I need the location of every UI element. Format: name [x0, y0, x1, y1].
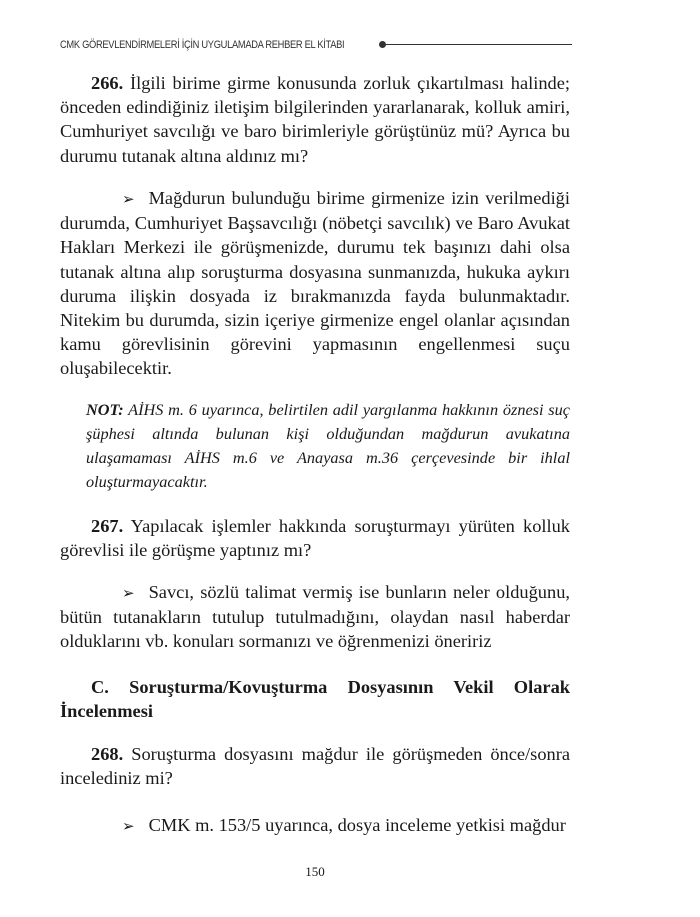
question-number: 267. [91, 516, 124, 536]
note-text: AİHS m. 6 uyarınca, belirtilen adil yargılanma hakkının öznesi suç şüphesi altında bulunan kişi olduğundan mağdurun avukatına ulaşamaması AİHS m.6 ve Anayasa m.36 çerçevesinde bir ihlal oluşturmayacaktır. [86, 400, 570, 491]
section-title: C. Soruşturma/Kovuşturma Dosyasının Vekil Olarak İncelenmesi [60, 677, 570, 722]
answer-text: Savcı, sözlü talimat vermiş ise bunların neler olduğunu, bütün tutanakların tutulup tutulmadığını, olaydan nasıl haberdar olduklarını vb. konuları sormanızı ve öğrenmenizi öneririz [60, 582, 570, 652]
note-box [86, 398, 570, 494]
answer-266 [60, 186, 570, 381]
page-number: 150 [305, 864, 325, 879]
question-number: 266. [91, 73, 124, 93]
question-266 [60, 71, 570, 168]
arrow-bullet-icon: ➢ [122, 190, 135, 208]
arrow-bullet-icon: ➢ [122, 817, 135, 835]
arrow-bullet-icon: ➢ [122, 584, 135, 602]
question-text: İlgili birime girme konusunda zorluk çıkartılması halinde; önceden edindiğiniz iletişim bilgilerinden yararlanarak, kolluk amiri, Cumhuriyet savcılığı ve baro birimleriyle görüştünüz mü? Ayrıca bu durumu tutanak altına aldınız mı? [60, 73, 570, 166]
question-text: Soruşturma dosyasını mağdur ile görüşmeden önce/sonra incelediniz mi? [60, 744, 570, 789]
question-268 [60, 742, 570, 790]
question-267 [60, 514, 570, 562]
answer-267 [60, 580, 570, 654]
running-header-title: CMK GÖREVLENDİRMELERİ İÇİN UYGULAMADA REHBER EL KİTABI [60, 39, 345, 51]
question-text: Yapılacak işlemler hakkında soruşturmayı yürüten kolluk görevlisi ile görüşme yaptınız mı? [60, 516, 570, 561]
running-header [60, 37, 572, 53]
section-c-heading [60, 675, 570, 723]
answer-text: CMK m. 153/5 uyarınca, dosya inceleme yetkisi mağdur [148, 815, 566, 835]
note-label: NOT: [86, 400, 124, 419]
header-rule [384, 44, 572, 45]
answer-268 [60, 813, 570, 838]
answer-text: Mağdurun bulunduğu birime girmenize izin verilmediği durumda, Cumhuriyet Başsavcılığı (nöbetçi savcılık) ve Baro Avukat Hakları Merkezi ile görüşmenizde, durumu tek başınızı dahi olsa tutanak altına alıp soruşturma dosyasına sunmanızda, hukuka aykırı duruma ilişkin dosyada iz bırakmanızda fayda bulunmaktadır. Nitekim bu durumda, sizin içeriye girmenize engel olanlar açısından kamu görevlisinin görevini yapmasının engellenmesi suçu oluşabilecektir. [60, 188, 570, 379]
question-number: 268. [91, 744, 124, 764]
